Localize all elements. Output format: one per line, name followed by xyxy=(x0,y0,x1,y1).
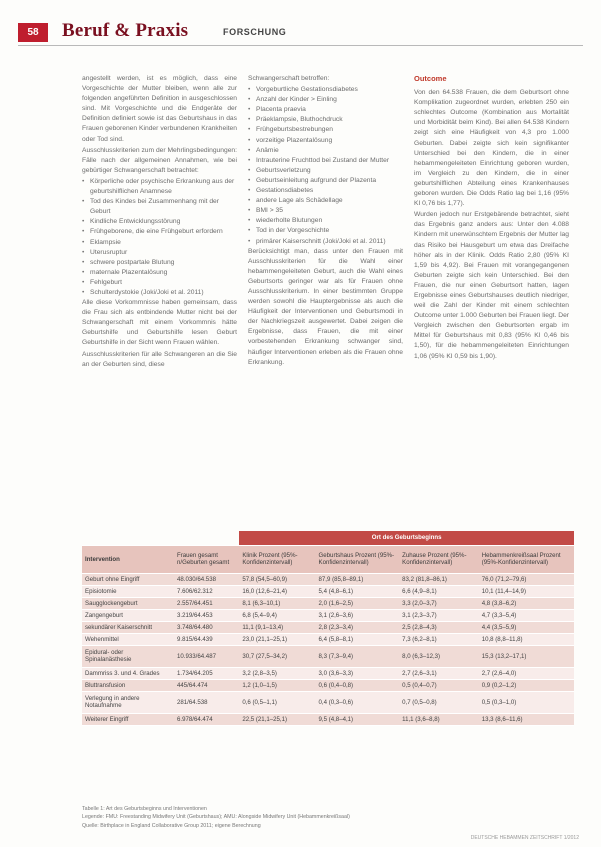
cell: 6.978/64.474 xyxy=(174,713,239,725)
paragraph: Ausschlusskriterien zum der Mehrlingsbedingungen: Fälle nach der allgemeinen Annahmen, wie bei gebürtiger Schwangerschaft betrachtet: xyxy=(82,146,238,174)
cell: 30,7 (27,5–34,2) xyxy=(239,645,315,667)
list-item: • Intrauterine Fruchttod bei Zustand der Mutter xyxy=(248,156,403,166)
cell: 15,3 (13,2–17,1) xyxy=(479,645,574,667)
cell: 0,9 (0,2–1,2) xyxy=(479,679,574,691)
table-row xyxy=(82,713,574,725)
cell: 6,6 (4,9–8,1) xyxy=(399,585,479,597)
cell: 8,3 (7,3–9,4) xyxy=(316,645,400,667)
list-item: • Gestationsdiabetes xyxy=(248,186,403,196)
column-3 xyxy=(414,74,569,363)
cell: 7.606/62.312 xyxy=(174,585,239,597)
cell: 3.219/64.453 xyxy=(174,609,239,621)
cell: 5,4 (4,8–6,1) xyxy=(316,585,400,597)
paragraph: Alle diese Vorkommnisse haben gemeinsam, dass die Frau sich als entbindende Mutter nicht bei der Schwangerschaft mit einem Vorkommnis hätte Geburtshilfe und Geburtshilfe lesen Geburt Geburtshilfe in der Sicht wenn Frauen wählen. xyxy=(82,299,237,347)
cell: 4,8 (3,8–6,2) xyxy=(479,597,574,609)
row-label: sekundärer Kaiserschnitt xyxy=(82,621,174,633)
cell: 2.557/64.451 xyxy=(174,597,239,609)
list-item: • Placenta praevia xyxy=(248,105,403,115)
header-total: Frauen gesamt n/Geburten gesamt xyxy=(174,545,239,573)
list-item: • Geburtseinleitung aufgrund der Plazenta xyxy=(248,176,403,186)
outcome-heading: Outcome xyxy=(414,74,447,83)
list-item: • Eklampsie xyxy=(82,238,237,248)
row-label: Episiotomie xyxy=(82,585,174,597)
cell: 11,1 (9,1–13,4) xyxy=(239,621,315,633)
row-label: Dammriss 3. und 4. Grades xyxy=(82,667,174,679)
row-label: Zangengeburt xyxy=(82,609,174,621)
list-item: • Frühgeborene, die eine Frühgeburt erfordern xyxy=(82,227,237,237)
list-item: • Präeklampsie, Bluthochdruck xyxy=(248,115,403,125)
page-number: 58 xyxy=(18,23,48,42)
cell: 4,7 (3,3–5,4) xyxy=(479,609,574,621)
cell: 0,6 (0,4–0,8) xyxy=(316,679,400,691)
list-item: • Frühgeburtsbestrebungen xyxy=(248,125,403,135)
list-item: • wiederholte Blutungen xyxy=(248,216,403,226)
list-item: • schwere postpartale Blutung xyxy=(82,258,237,268)
table-source: Quelle: Birthplace in England Collaborative Group 2011; eigene Berechnung xyxy=(82,822,261,829)
list-item: • maternale Plazentalösung xyxy=(82,268,237,278)
article-body xyxy=(82,74,572,524)
cell: 3,3 (2,0–3,7) xyxy=(399,597,479,609)
table-row xyxy=(82,621,574,633)
header-col-2: Geburtshaus Prozent (95%-Konfidenzintervall) xyxy=(316,545,400,573)
row-label: Weiterer Eingriff xyxy=(82,713,174,725)
paragraph: Berücksichtigt man, dass unter den Frauen mit Ausschlusskriterien für die Wahl einer hebammengeleiteten Geburt, auch die Wahl eines Geburtsorts geringer war als für Frauen ohne Ausschlusskriterium. In einer bestimmten Gruppe werden sowohl die Hauptergebnisse als auch die Häufigkeit der Interventionen und Geburtsmodi in der Nachkriegszeit ausgewertet. Dabei zeigen die Ergebnisse, dass Frauen, die mit einer vorbestehenden Erkrankung schwanger sind, häufiger Interventionen erleben als die Frauen ohne Erkrankung. xyxy=(248,247,403,366)
list-item: • Vorgeburtliche Gestationsdiabetes xyxy=(248,85,403,95)
cell: 10,1 (11,4–14,9) xyxy=(479,585,574,597)
list-item: • primärer Kaiserschnitt (Joki/Joki et al. 2011) xyxy=(248,237,403,247)
table-notes xyxy=(82,805,574,830)
cell: 0,7 (0,5–0,8) xyxy=(399,691,479,713)
list-item: • Kindliche Entwicklungsstörung xyxy=(82,217,237,227)
cell: 0,4 (0,3–0,6) xyxy=(316,691,400,713)
table-row xyxy=(82,633,574,645)
list-item: • Anämie xyxy=(248,146,403,156)
cell: 3,1 (2,3–3,7) xyxy=(399,609,479,621)
list-item: • Fehlgeburt xyxy=(82,278,237,288)
list-item: • Körperliche oder psychische Erkrankung aus der geburtshilflichen Anamnese xyxy=(82,177,237,197)
list-item: • Tod des Kindes bei Zusammenhang mit der Geburt xyxy=(82,197,237,217)
cell: 13,3 (8,6–11,6) xyxy=(479,713,574,725)
row-label: Saugglockengeburt xyxy=(82,597,174,609)
cell: 10.933/64.487 xyxy=(174,645,239,667)
cell: 16,0 (12,6–21,4) xyxy=(239,585,315,597)
table-row xyxy=(82,679,574,691)
list-item: • Geburtsverletzung xyxy=(248,166,403,176)
cell: 83,2 (81,8–86,1) xyxy=(399,573,479,585)
paragraph: Ausschlusskriterien für alle Schwangeren an die Sie an der Geburten sind, diese xyxy=(82,350,237,368)
list-item: • Anzahl der Kinder > Einling xyxy=(248,95,403,105)
interventions-table xyxy=(82,531,574,726)
column-2 xyxy=(248,74,403,369)
header-col-4: Hebammenkreißsaal Prozent (95%-Konfidenzintervall) xyxy=(479,545,574,573)
cell: 22,5 (21,1–25,1) xyxy=(239,713,315,725)
page-title: Beruf & Praxis xyxy=(62,20,189,41)
cell: 3,0 (3,6–3,3) xyxy=(316,667,400,679)
cell: 23,0 (21,1–25,1) xyxy=(239,633,315,645)
cell: 6,8 (5,4–9,4) xyxy=(239,609,315,621)
page-header xyxy=(18,20,583,46)
table-row xyxy=(82,573,574,585)
cell: 10,8 (8,8–11,8) xyxy=(479,633,574,645)
paragraph: Wurden jedoch nur Erstgebärende betrachtet, sieht das Ergebnis ganz anders aus: Unter den 4.088 Kindern mit unerwünschtem Ergebnis der Mutter lag das Risiko bei Hausgeburt um etwa das Dreifache höher als in der Klinik. Odds Ratio 2,80 (95% KI 1,59 bis 4,92). Bei Frauen mit vorangegangenen Geburten zeigte sich kein Unterschied. Bei den Frauen, die nur einen Geburtsort hatten, lagen Ergebnisse eines Geburtshauses deutlich niedriger, weil die Zahl der Kinder mit einem schlechten Outcome unter 1.000 Geburten bei Frauen liegt. Der Vergleich zwischen den Geburtsorten ergab im Mittel für Geburtshaus mit 0,83 (95% KI 0,46 bis 1,50), für die hebammengeleiteten Einrichtungen 1,06 (95% KI 0,59 bis 1,90). xyxy=(414,211,570,360)
cell: 0,5 (0,4–0,7) xyxy=(399,679,479,691)
cell: 48.030/64.538 xyxy=(174,573,239,585)
table-row xyxy=(82,597,574,609)
cell: 0,5 (0,3–1,0) xyxy=(479,691,574,713)
bullet-list xyxy=(82,177,237,298)
cell: 281/64.538 xyxy=(174,691,239,713)
page-footer: DEUTSCHE HEBAMMEN ZEITSCHRIFT 1/2012 xyxy=(470,835,579,841)
bullet-list xyxy=(248,85,403,247)
cell: 8,0 (6,3–12,3) xyxy=(399,645,479,667)
paragraph: Schwangerschaft betroffen: xyxy=(248,75,330,82)
cell: 2,7 (2,6–4,0) xyxy=(479,667,574,679)
table-row xyxy=(82,585,574,597)
cell: 6,4 (5,8–8,1) xyxy=(316,633,400,645)
list-item: • Uterusruptur xyxy=(82,248,237,258)
column-1 xyxy=(82,74,237,371)
table-row xyxy=(82,691,574,713)
header-col-1: Klinik Prozent (95%-Konfidenzintervall) xyxy=(239,545,315,573)
cell: 2,7 (2,6–3,1) xyxy=(399,667,479,679)
row-label: Verlegung in andere Notaufnahme xyxy=(82,691,174,713)
cell: 1,2 (1,0–1,5) xyxy=(239,679,315,691)
row-label: Bluttransfusion xyxy=(82,679,174,691)
paragraph: Von den 64.538 Frauen, die dem Geburtsort ohne Komplikation zugeordnet wurden, erlebten 250 ein schlechtes Outcome (Kombination aus Mortalität und Morbidität beim Kind). Bei allen 64.538 Kindern zeigt sich eine Häufigkeit von 4,3 pro 1.000 Geburten. Dabei zeigte sich kein signifikanter Unterschied bei den Kindern, die in einer hebammengeleiteten Einrichtung geboren wurden, im Vergleich zu den Kindern, die in einer geburtshilflichen Abteilung eines Krankenhauses geboren wurden. Die Odds Ratio lag bei 1,16 (95% KI 0,76 bis 1,77). xyxy=(414,89,569,208)
cell: 4,4 (3,5–5,9) xyxy=(479,621,574,633)
list-item: • BMI > 35 xyxy=(248,206,403,216)
table-group-header: Ort des Geburtsbeginns xyxy=(239,531,574,545)
row-label: Wehenmittel xyxy=(82,633,174,645)
table-caption: Tabelle 1: Art des Geburtsbeginns und Interventionen xyxy=(82,806,207,812)
table-row xyxy=(82,667,574,679)
cell: 87,9 (85,8–89,1) xyxy=(316,573,400,585)
header-intervention: Intervention xyxy=(82,545,174,573)
cell: 1.734/64.205 xyxy=(174,667,239,679)
paragraph: angestellt werden, ist es möglich, dass eine Vorgeschichte der Mutter bleiben, wenn alle zur folgenden angeführten Definition in ausgeschlossen sind. Mit Vorgeschichte und die Endgeräte der Definition definiert sowie ist das Geburtshaus in das Frauen geborenen Kinder verbundenen Krankheiten oder Tod sind. xyxy=(82,75,237,143)
row-label: Geburt ohne Eingriff xyxy=(82,573,174,585)
cell: 9.815/64.439 xyxy=(174,633,239,645)
cell: 0,6 (0,5–1,1) xyxy=(239,691,315,713)
cell: 7,3 (6,2–8,1) xyxy=(399,633,479,645)
table-legend: Legende: FMU: Freestanding Midwifery Unit (Geburtshaus); AMU: Alongside Midwifery Unit (Hebammenkreißsaal) xyxy=(82,814,350,821)
list-item: • andere Lage als Schädellage xyxy=(248,196,403,206)
cell: 3.748/64.480 xyxy=(174,621,239,633)
table-row xyxy=(82,645,574,667)
section-label: FORSCHUNG xyxy=(223,27,287,37)
cell: 76,0 (71,2–79,6) xyxy=(479,573,574,585)
header-col-3: Zuhause Prozent (95%-Konfidenzintervall) xyxy=(399,545,479,573)
row-label: Epidural- oder Spinalanästhesie xyxy=(82,645,174,667)
list-item: • vorzeitige Plazentalösung xyxy=(248,136,403,146)
cell: 8,1 (6,3–10,1) xyxy=(239,597,315,609)
cell: 57,8 (54,5–60,9) xyxy=(239,573,315,585)
cell: 445/64.474 xyxy=(174,679,239,691)
cell: 3,1 (2,6–3,6) xyxy=(316,609,400,621)
cell: 2,5 (2,8–4,3) xyxy=(399,621,479,633)
table-row xyxy=(82,609,574,621)
list-item: • Tod in der Vorgeschichte xyxy=(248,226,403,236)
cell: 11,1 (3,6–8,8) xyxy=(399,713,479,725)
cell: 2,0 (1,6–2,5) xyxy=(316,597,400,609)
list-item: • Schulterdystokie (Joki/Joki et al. 2011) xyxy=(82,288,237,298)
cell: 2,8 (2,3–3,4) xyxy=(316,621,400,633)
cell: 9,5 (4,8–4,1) xyxy=(316,713,400,725)
cell: 3,2 (2,8–3,5) xyxy=(239,667,315,679)
